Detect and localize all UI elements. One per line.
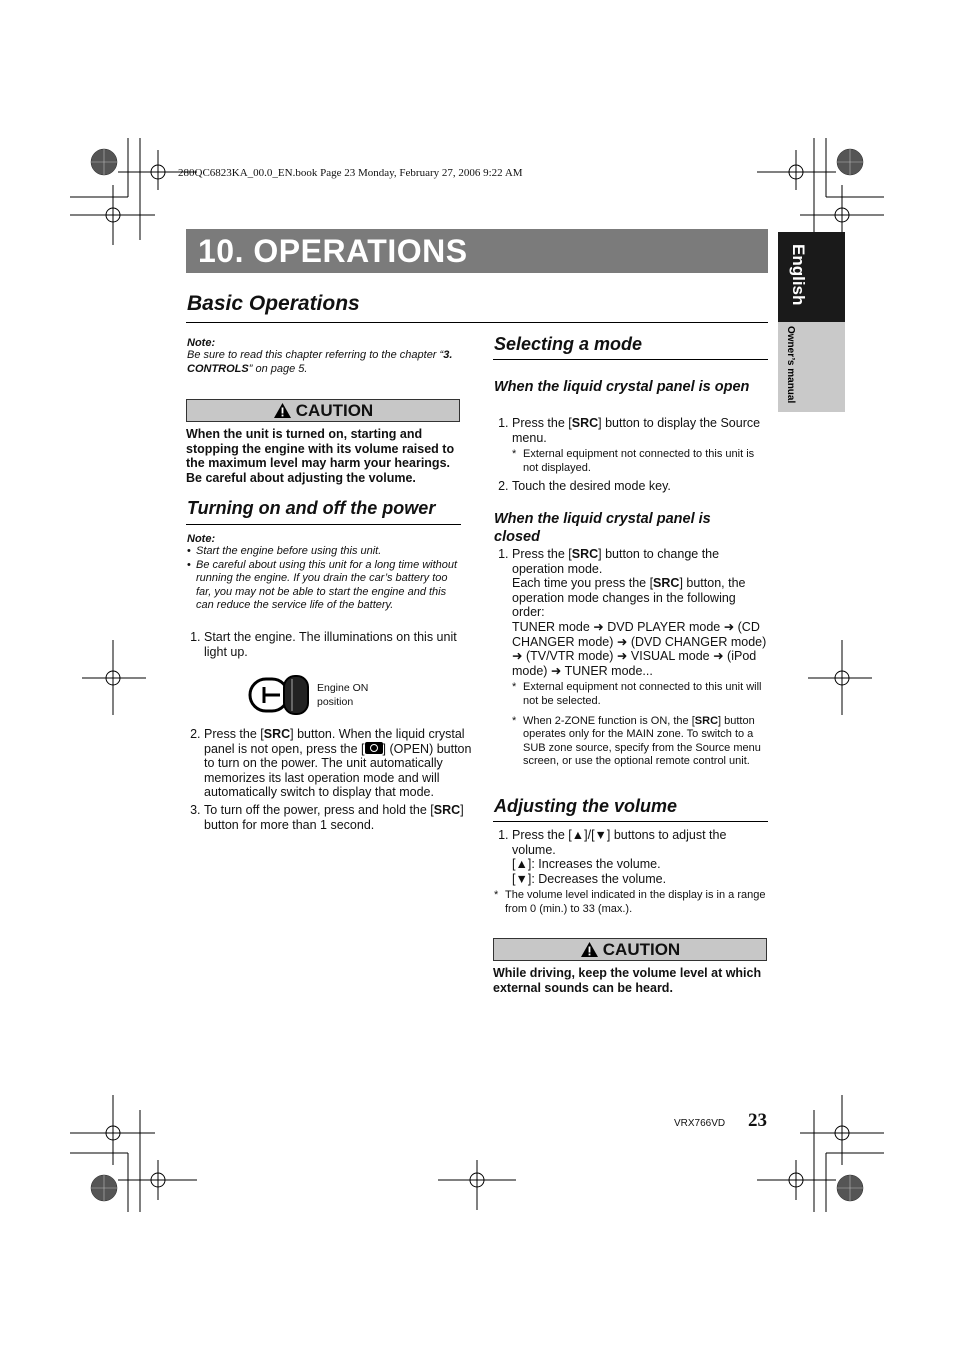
- mode-order: TUNER mode ➜ DVD PLAYER mode ➜ (CD CHANGER mode) ➜ (DVD CHANGER mode) ➜ (TV/VTR mode) ➜ VISUAL mode ➜ (iPod mode) ➜ TUNER mode...: [512, 619, 767, 678]
- power-step1: [186, 630, 478, 662]
- power-step3: 3. To turn off the power, press and hold the [SRC] button for more than 1 second.: [204, 803, 480, 832]
- chapter-title: 10. OPERATIONS: [198, 233, 468, 269]
- closed-steps: [494, 547, 770, 772]
- open-button-icon: [365, 742, 383, 754]
- volume-title: Adjusting the volume: [494, 796, 678, 816]
- volume-steps: [494, 828, 770, 917]
- note-label: Note:: [187, 337, 216, 349]
- section-title: Basic Operations: [187, 292, 360, 315]
- note-block: [187, 337, 463, 376]
- volume-up: [▲]: Increases the volume.: [512, 857, 661, 872]
- volume-note: * The volume level indicated in the display is in a range from 0 (min.) to 33 (max.).: [494, 889, 770, 916]
- open-subtitle: When the liquid crystal panel is open: [494, 379, 750, 395]
- closed-note1: * External equipment not connected to this unit will not be selected.: [512, 681, 770, 708]
- power-step2: 2. Press the [SRC] button. When the liquid crystal panel is not open, press the [ ] (OPEN) button to turn on the power. The unit automatically memorizes its last operation mode and will automatically switch to display that mode.: [204, 727, 480, 800]
- closed-note2: * When 2-ZONE function is ON, the [SRC] button operates only for the MAIN zone. To switch to a SUB zone source, specify from the Source menu screen, or use the optional remote control unit.: [512, 715, 770, 769]
- power-note-label: Note:: [187, 533, 216, 545]
- power-steps: [186, 727, 480, 835]
- engine-key-icon: [248, 675, 312, 715]
- mode-rule: [493, 359, 768, 360]
- power-note-bullet: • Be careful about using this unit for a long time without running the engine. If you drain the car’s battery too far, you may not be able to start the engine and this can reduce the service life of the battery.: [196, 559, 463, 613]
- volume-down: [▼]: Decreases the volume.: [512, 871, 667, 886]
- caution-text: When the unit is turned on, starting and stopping the engine with its volume raised to the maximum level may harm your hearings. Be careful about adjusting the volume.: [186, 427, 455, 485]
- open-note: * External equipment not connected to this unit is not displayed.: [512, 448, 770, 475]
- warning-icon: [273, 402, 292, 419]
- caution-header-2: [493, 938, 767, 961]
- side-tab-manual-label: Owner’s manual: [785, 326, 796, 404]
- section-rule: [186, 322, 768, 323]
- step-text: 1. Start the engine. The illuminations on this unit light up.: [204, 630, 478, 659]
- model-number: VRX766VD: [674, 1118, 726, 1129]
- power-note-bullet: • Start the engine before using this unit.: [196, 545, 463, 559]
- open-step1: 1. Press the [SRC] button to display the Source menu. * External equipment not connected to this unit is not displayed.: [512, 416, 770, 475]
- caution-text-2: While driving, keep the volume level at which external sounds can be heard.: [493, 966, 762, 995]
- caution-label: CAUTION: [295, 400, 374, 420]
- closed-step1: 1. Press the [SRC] button to change the operation mode. Each time you press the [SRC] button, the operation mode changes in the following order: TUNER mode ➜ DVD PLAYER mode ➜ (CD CHANGER mode) ➜ (DVD CHANGER mode) ➜ (TV/VTR mode) ➜ VISUAL mode ➜ (iPod mode) ➜ TUNER mode... * External equipment not connected to this unit will not be selected. * When 2-ZONE function is ON, the [SRC] button operates only for the MAIN zone. To switch to a SUB zone source, specify from the Source menu screen, or use the optional remote control unit.: [512, 547, 770, 769]
- page-number: 23: [748, 1110, 767, 1131]
- print-header: 280QC6823KA_00.0_EN.book Page 23 Monday, February 27, 2006 9:22 AM: [178, 167, 523, 179]
- open-step2: 2. Touch the desired mode key.: [512, 479, 770, 494]
- note-text: Be sure to read this chapter referring to the chapter “3. CONTROLS” on page 5.: [187, 349, 453, 375]
- caution-label-2: CAUTION: [602, 939, 681, 959]
- open-steps: [494, 416, 770, 497]
- side-tab-language-label: English: [789, 244, 808, 306]
- engine-label: Engine ON position: [317, 682, 369, 708]
- power-note: [187, 533, 463, 613]
- volume-rule: [493, 821, 768, 822]
- closed-subtitle: When the liquid crystal panel is closed: [494, 511, 711, 545]
- volume-step1: 1. Press the [▲]/[▼] buttons to adjust the volume. [▲]: Increases the volume. [▼]: Decreases the volume.: [512, 828, 770, 886]
- warning-icon: [580, 941, 599, 958]
- power-rule: [186, 524, 461, 525]
- caution-header: [186, 399, 460, 422]
- mode-title: Selecting a mode: [494, 334, 643, 354]
- power-title: Turning on and off the power: [187, 498, 436, 518]
